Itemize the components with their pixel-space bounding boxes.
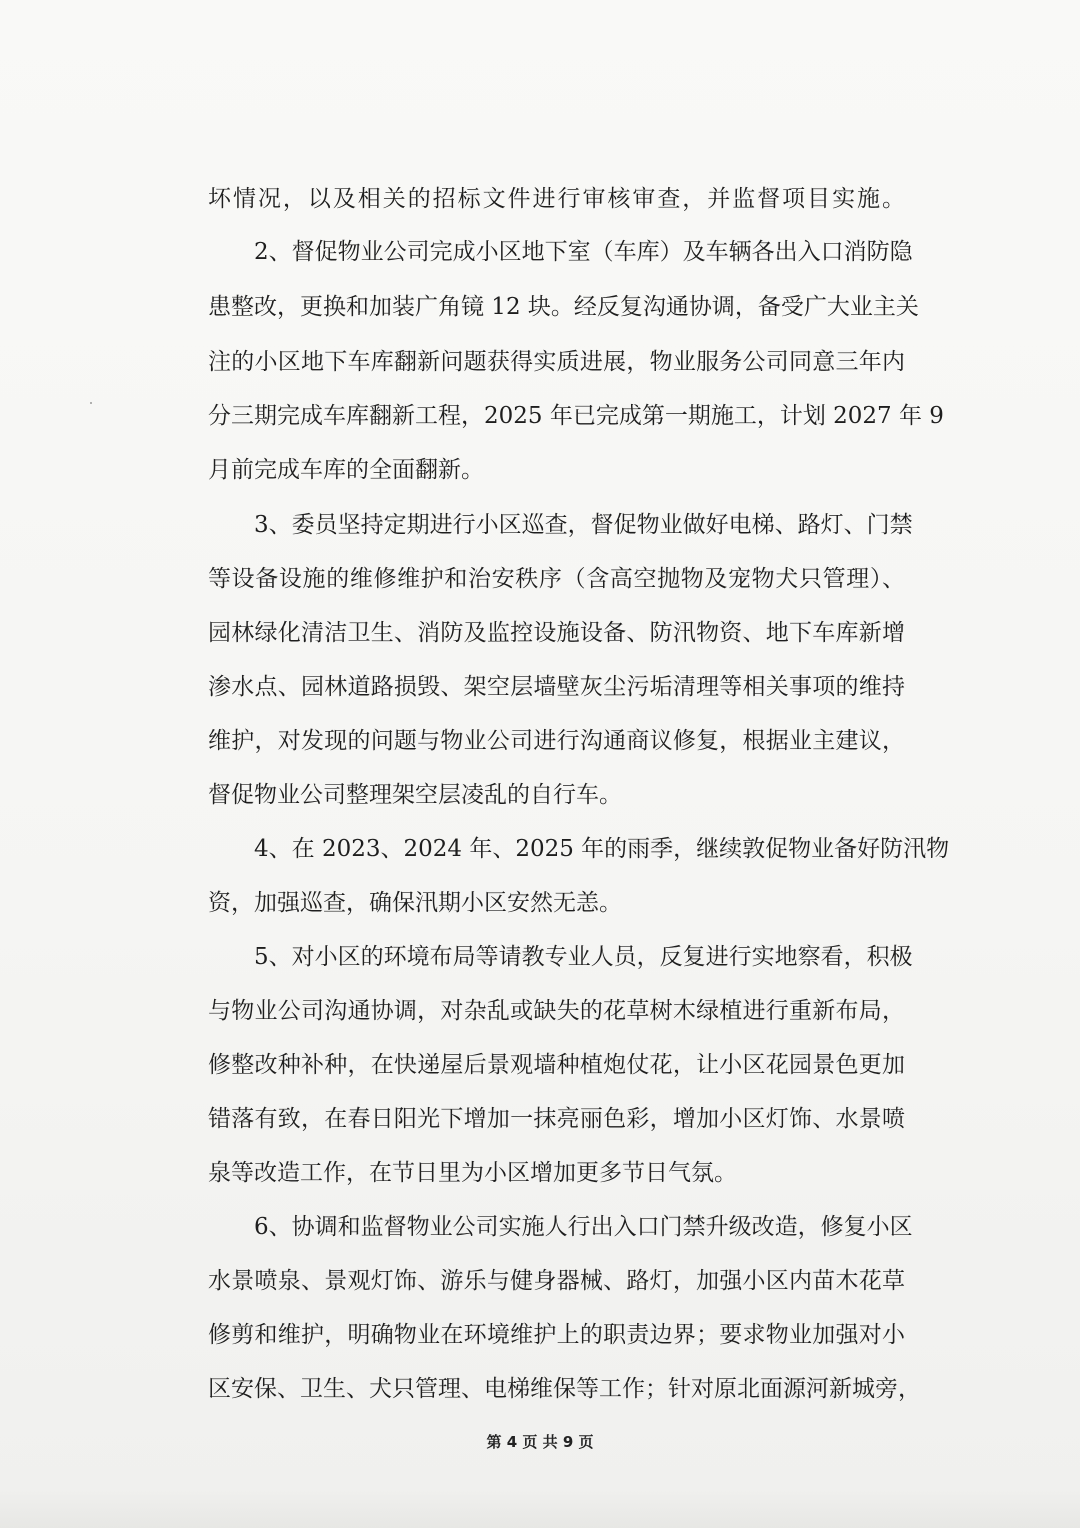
text-line: 修整改种补种，在快递屋后景观墙种植炮仗花，让小区花园景色更加 [208, 1052, 905, 1078]
text-line: 修剪和维护，明确物业在环境维护上的职责边界；要求物业加强对小 [208, 1322, 905, 1348]
text-line: 资，加强巡查，确保汛期小区安然无恙。 [208, 890, 622, 916]
text-line: 渗水点、园林道路损毁、架空层墙壁灰尘污垢清理等相关事项的维持 [208, 674, 905, 700]
scan-speck [90, 402, 92, 404]
text-line: 患整改，更换和加装广角镜 12 块。经反复沟通协调，备受广大业主关 [208, 294, 919, 320]
text-line: 错落有致，在春日阳光下增加一抹亮丽色彩，增加小区灯饰、水景喷 [208, 1106, 905, 1132]
text-line: 等设备设施的维修维护和治安秩序（含高空抛物及宠物犬只管理）、 [208, 566, 905, 592]
text-line: 园林绿化清洁卫生、消防及监控设施设备、防汛物资、地下车库新增 [208, 620, 905, 646]
page-number-footer: 第 4 页 共 9 页 [486, 1433, 594, 1451]
text-line: 区安保、卫生、犬只管理、电梯维保等工作；针对原北面源河新城旁， [208, 1376, 921, 1402]
text-line: 督促物业公司整理架空层凌乱的自行车。 [208, 782, 622, 808]
text-line: 维护，对发现的问题与物业公司进行沟通商议修复，根据业主建议， [208, 728, 905, 754]
text-line: 月前完成车库的全面翻新。 [208, 457, 484, 483]
text-line: 2、督促物业公司完成小区地下室（车库）及车辆各出入口消防隐 [254, 239, 913, 265]
text-line: 6、协调和监督物业公司实施人行出入口门禁升级改造，修复小区 [254, 1214, 913, 1240]
text-line: 5、对小区的环境布局等请教专业人员，反复进行实地察看，积极 [254, 944, 913, 970]
scan-shadow [0, 1488, 1080, 1528]
text-line: 注的小区地下车库翻新问题获得实质进展，物业服务公司同意三年内 [208, 349, 905, 375]
text-line: 4、在 2023、2024 年、2025 年的雨季，继续敦促物业备好防汛物 [254, 836, 950, 862]
text-line: 泉等改造工作，在节日里为小区增加更多节日气氛。 [208, 1160, 737, 1186]
text-line: 分三期完成车库翻新工程，2025 年已完成第一期施工，计划 2027 年 9 [208, 403, 944, 429]
text-line: 3、委员坚持定期进行小区巡查，督促物业做好电梯、路灯、门禁 [254, 512, 913, 538]
text-line: 坏情况，以及相关的招标文件进行审核审查，并监督项目实施。 [208, 186, 905, 212]
text-line: 水景喷泉、景观灯饰、游乐与健身器械、路灯，加强小区内苗木花草 [208, 1268, 905, 1294]
text-line: 与物业公司沟通协调，对杂乱或缺失的花草树木绿植进行重新布局， [208, 998, 905, 1024]
